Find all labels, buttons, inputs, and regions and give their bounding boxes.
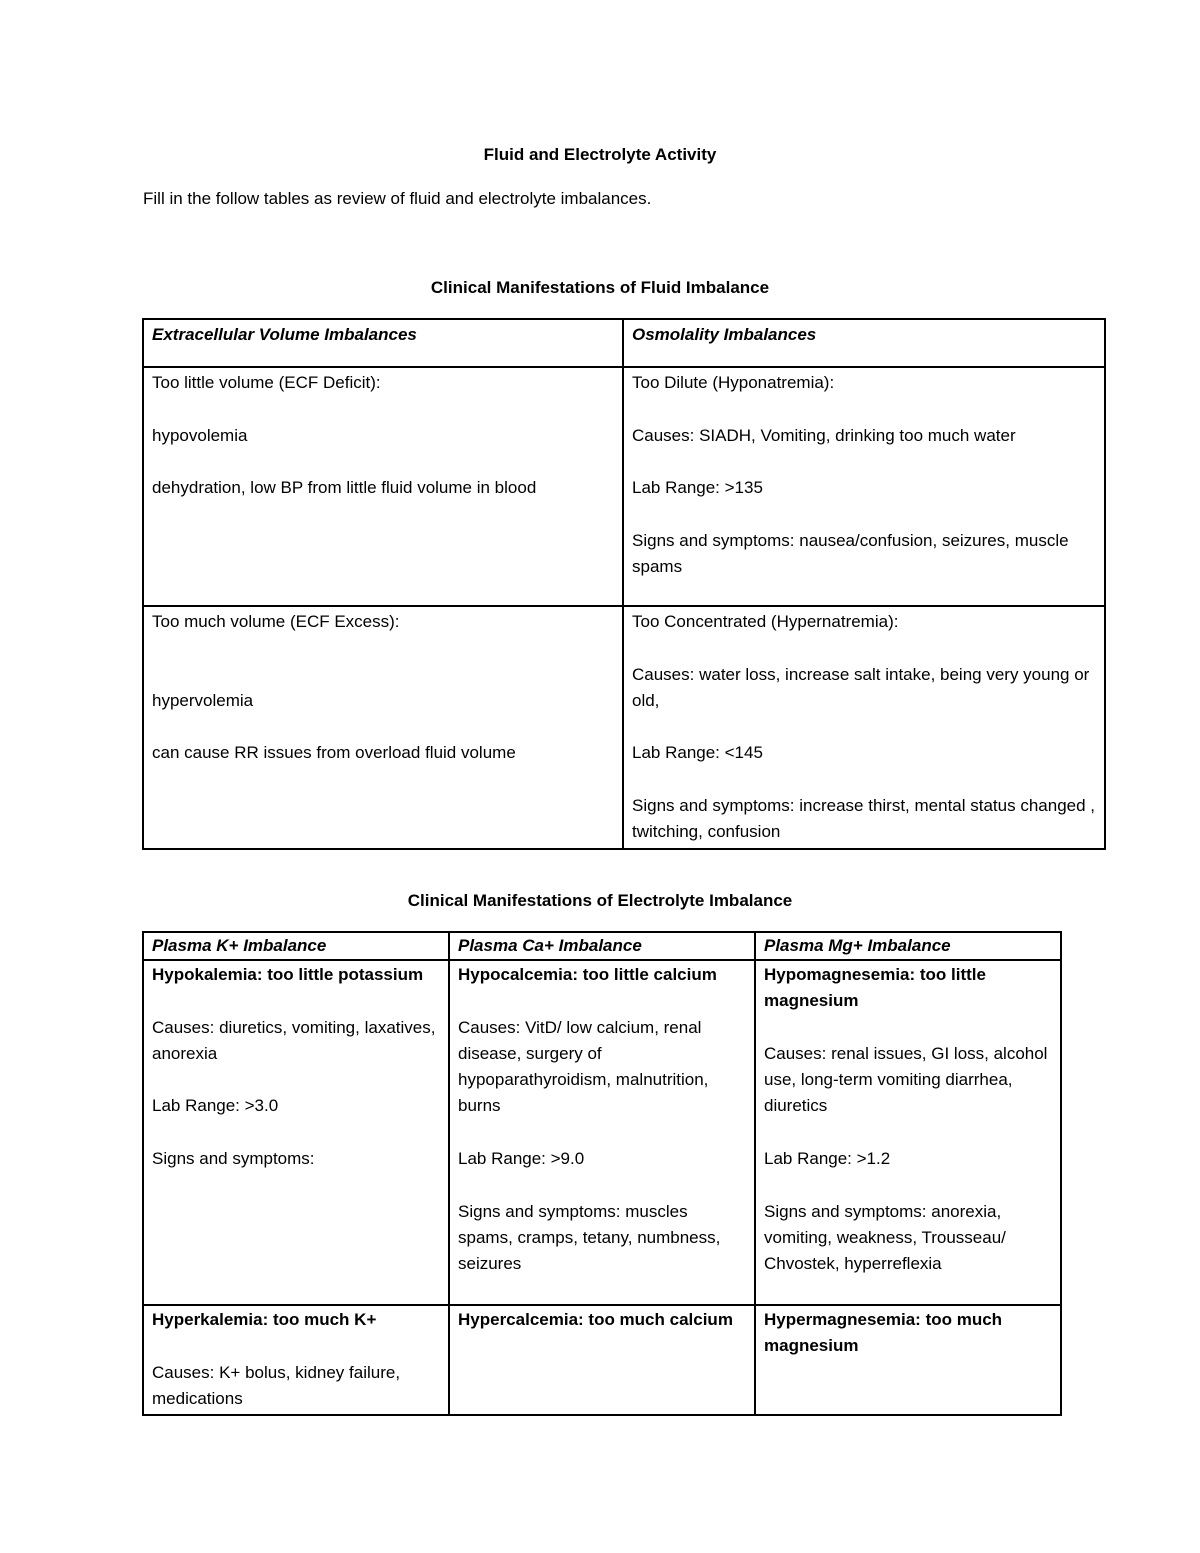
table-header-row [143,319,1105,367]
table-row [143,1305,1061,1415]
ecf-deficit-note: dehydration, low BP from little fluid volume in blood [152,478,537,498]
cell-hyperkalemia [143,1305,449,1415]
header-osmolality: Osmolality Imbalances [623,319,1105,367]
table-row [143,606,1105,849]
hypocalcemia-heading: Hypocalcemia: too little calcium [458,965,717,984]
table-row [143,367,1105,606]
ecf-deficit-heading: Too little volume (ECF Deficit): [152,373,381,392]
electrolyte-section-title: Clinical Manifestations of Electrolyte Imbalance [407,891,793,910]
hypokalemia-lab-range: Lab Range: >3.0 [152,1096,279,1116]
hypernatremia-lab-range: Lab Range: <145 [632,743,763,763]
hypocalcemia-causes: Causes: VitD/ low calcium, renal disease, surgery of hypoparathyroidism, malnutrition, burns [458,1017,709,1116]
cell-hypokalemia [143,960,449,1305]
table-row [143,960,1061,1305]
hypernatremia-signs: Signs and symptoms: increase thirst, mental status changed , twitching, confusion [632,796,1096,842]
hypokalemia-causes: Causes: diuretics, vomiting, laxatives, anorexia [152,1017,436,1063]
ecf-excess-heading: Too much volume (ECF Excess): [152,612,400,631]
electrolyte-imbalance-table [142,931,1062,1416]
cell-hypernatremia [623,606,1105,849]
header-magnesium: Plasma Mg+ Imbalance [755,932,1061,960]
hypernatremia-causes: Causes: water loss, increase salt intake, being very young or old, [632,664,1090,710]
cell-hypocalcemia [449,960,755,1305]
page-title: Fluid and Electrolyte Activity [483,145,717,164]
hypokalemia-heading: Hypokalemia: too little potassium [152,965,424,984]
header-calcium: Plasma Ca+ Imbalance [449,932,755,960]
ecf-excess-note: can cause RR issues from overload fluid volume [152,743,516,763]
header-extracellular: Extracellular Volume Imbalances [143,319,623,367]
cell-hypercalcemia [449,1305,755,1415]
cell-hypomagnesemia [755,960,1061,1305]
fluid-section-title: Clinical Manifestations of Fluid Imbalance [430,278,770,297]
hyponatremia-causes: Causes: SIADH, Vomiting, drinking too much water [632,425,1016,445]
cell-ecf-excess [143,606,623,849]
hyperkalemia-causes: Causes: K+ bolus, kidney failure, medications [152,1362,401,1408]
hypomagnesemia-heading: Hypomagnesemia: too little magnesium [764,965,986,1011]
hypernatremia-heading: Too Concentrated (Hypernatremia): [632,612,899,631]
hypomagnesemia-causes: Causes: renal issues, GI loss, alcohol use, long-term vomiting diarrhea, diuretics [764,1043,1048,1116]
cell-ecf-deficit [143,367,623,606]
fluid-imbalance-table [142,318,1106,850]
hyponatremia-signs: Signs and symptoms: nausea/confusion, seizures, muscle spams [632,530,1069,577]
hypercalcemia-heading: Hypercalcemia: too much calcium [458,1310,733,1329]
hypocalcemia-lab-range: Lab Range: >9.0 [458,1149,585,1169]
hyperkalemia-heading: Hyperkalemia: too much K+ [152,1310,377,1329]
hypomagnesemia-signs: Signs and symptoms: anorexia, vomiting, weakness, Trousseau/ Chvostek, hyperreflexia [764,1201,1006,1274]
hyponatremia-heading: Too Dilute (Hyponatremia): [632,373,835,392]
header-potassium: Plasma K+ Imbalance [143,932,449,960]
ecf-excess-term: hypervolemia [152,690,254,710]
hypomagnesemia-lab-range: Lab Range: >1.2 [764,1149,891,1169]
table-header-row [143,932,1061,960]
intro-text: Fill in the follow tables as review of fluid and electrolyte imbalances. [143,189,652,208]
cell-hypermagnesemia [755,1305,1061,1415]
cell-hyponatremia [623,367,1105,606]
hypocalcemia-signs: Signs and symptoms: muscles spams, cramps, tetany, numbness, seizures [458,1201,721,1274]
hypermagnesemia-heading: Hypermagnesemia: too much magnesium [764,1310,1003,1356]
hypokalemia-signs: Signs and symptoms: [152,1149,315,1169]
hyponatremia-lab-range: Lab Range: >135 [632,478,763,498]
ecf-deficit-term: hypovolemia [152,425,248,445]
